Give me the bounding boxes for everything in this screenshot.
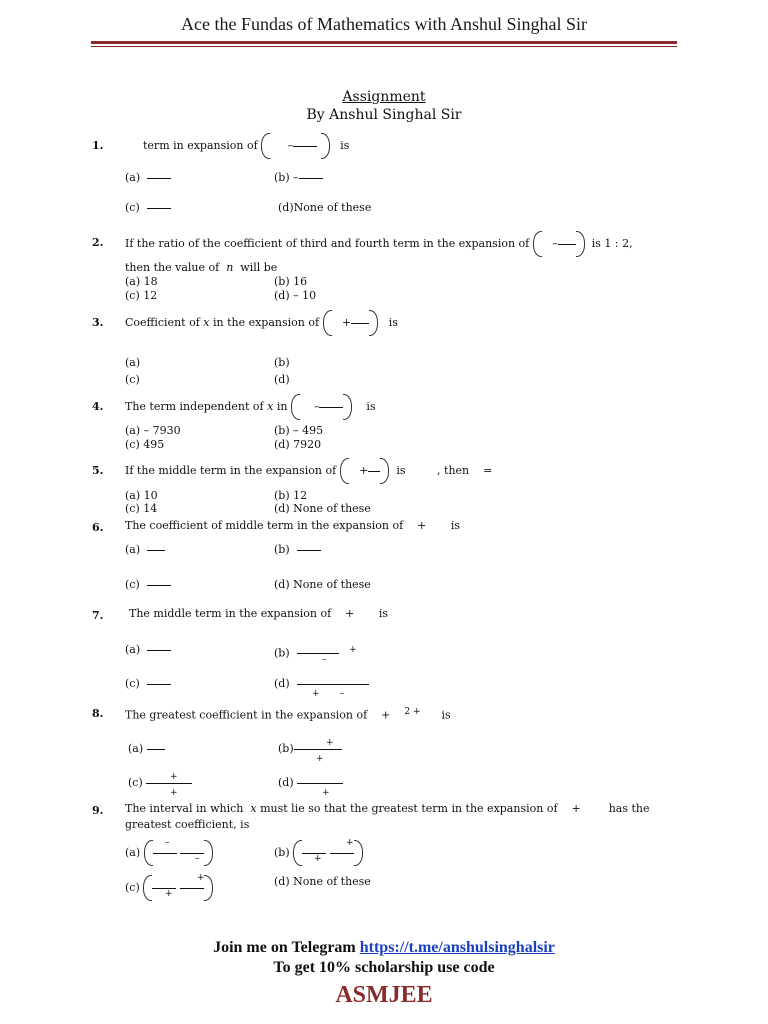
question-stem: If the middle term in the expansion of + is , then = — [125, 458, 492, 484]
question-number: 3. — [92, 316, 104, 329]
expression: – — [291, 394, 353, 420]
option-c: (c) 14 — [125, 502, 158, 515]
question-number: 9. — [92, 804, 104, 817]
author-line: By Anshul Singhal Sir — [306, 107, 462, 123]
option-d: (d) + – — [274, 677, 369, 691]
expression: – — [261, 133, 329, 159]
option-c: (c) 495 — [125, 438, 165, 451]
option-c: (c) + + — [125, 875, 213, 901]
promo-code: ASMJEE — [335, 982, 433, 1008]
page-header: Ace the Fundas of Mathematics with Anshul Singhal Sir — [181, 14, 587, 34]
option-b: (b) – — [274, 171, 323, 185]
option-a: (a) – – — [125, 840, 213, 866]
option-d: (d)None of these — [278, 201, 372, 214]
option-b: (b) – 495 — [274, 424, 324, 437]
telegram-label: Join me on Telegram — [213, 939, 356, 956]
question-stem: Coefficient of x in the expansion of + is — [125, 310, 398, 336]
option-a: (a) — [128, 742, 165, 756]
option-d: (d) 7920 — [274, 438, 322, 451]
question-number: 7. — [92, 609, 104, 622]
option-d: (d) None of these — [274, 875, 371, 888]
expression: + — [340, 458, 390, 484]
assignment-title: Assignment — [342, 89, 426, 105]
option-c: (c) + + — [128, 776, 192, 790]
option-a: (a) — [125, 356, 141, 369]
header-rule-thin — [91, 46, 677, 47]
question-stem — [125, 231, 633, 257]
option-b: (b) — [274, 543, 321, 557]
option-c: (c) — [125, 677, 171, 691]
question-stem: The interval in which x must lie so that the greatest term in the expansion of + has the — [125, 802, 650, 815]
question-stem: The term independent of x in – is — [125, 394, 376, 420]
question-stem: The greatest coefficient in the expansion of + $^{2 +}$ is — [125, 707, 451, 722]
option-d: (d) None of these — [274, 502, 371, 515]
question-stem — [143, 133, 349, 159]
option-d: (d) — [274, 373, 290, 386]
question-number: 8. — [92, 707, 104, 720]
question-stem: The middle term in the expansion of + is — [129, 607, 389, 620]
option-d: (d) + — [278, 776, 343, 790]
stem-text: term in expansion of — [143, 139, 258, 152]
question-number: 5. — [92, 464, 104, 477]
option-d: (d) None of these — [274, 578, 371, 591]
expression: – — [533, 231, 585, 257]
question-stem-line2: then the value of n will be — [125, 261, 278, 274]
question-number: 2. — [92, 236, 104, 249]
question-number: 4. — [92, 400, 104, 413]
question-number: 6. — [92, 521, 104, 534]
scholarship-line: To get 10% scholarship use code — [273, 959, 495, 976]
option-a: (a) – 7930 — [125, 424, 181, 437]
option-a: (a) 18 — [125, 275, 158, 288]
telegram-line — [0, 939, 768, 957]
question-number: 1. — [92, 139, 104, 152]
stem-text: If the ratio of the coefficient of third and fourth term in the expansion of — [125, 237, 530, 250]
option-b: (b) — [274, 356, 290, 369]
header-rule-thick — [91, 41, 677, 44]
option-b: (b) + + — [278, 742, 342, 756]
option-a: (a) — [125, 543, 165, 557]
option-d: (d) – 10 — [274, 289, 317, 302]
option-c: (c) — [125, 201, 171, 215]
option-c: (c) — [125, 373, 140, 386]
question-stem-line2: greatest coefficient, is — [125, 818, 250, 831]
option-a: (a) — [125, 643, 171, 657]
option-b: (b) 16 — [274, 275, 308, 288]
option-b: (b) + – — [274, 645, 357, 665]
expression: + — [323, 310, 379, 336]
telegram-link[interactable]: https://t.me/anshulsinghalsir — [359, 939, 555, 956]
option-c: (c) 12 — [125, 289, 158, 302]
question-stem: The coefficient of middle term in the expansion of + is — [125, 519, 461, 532]
option-b: (b) + + — [274, 840, 363, 866]
stem-text: is — [340, 139, 350, 152]
option-a: (a) — [125, 171, 171, 185]
option-a: (a) 10 — [125, 489, 158, 502]
option-b: (b) 12 — [274, 489, 308, 502]
option-c: (c) — [125, 578, 171, 592]
stem-text: is 1 : 2, — [591, 237, 633, 250]
